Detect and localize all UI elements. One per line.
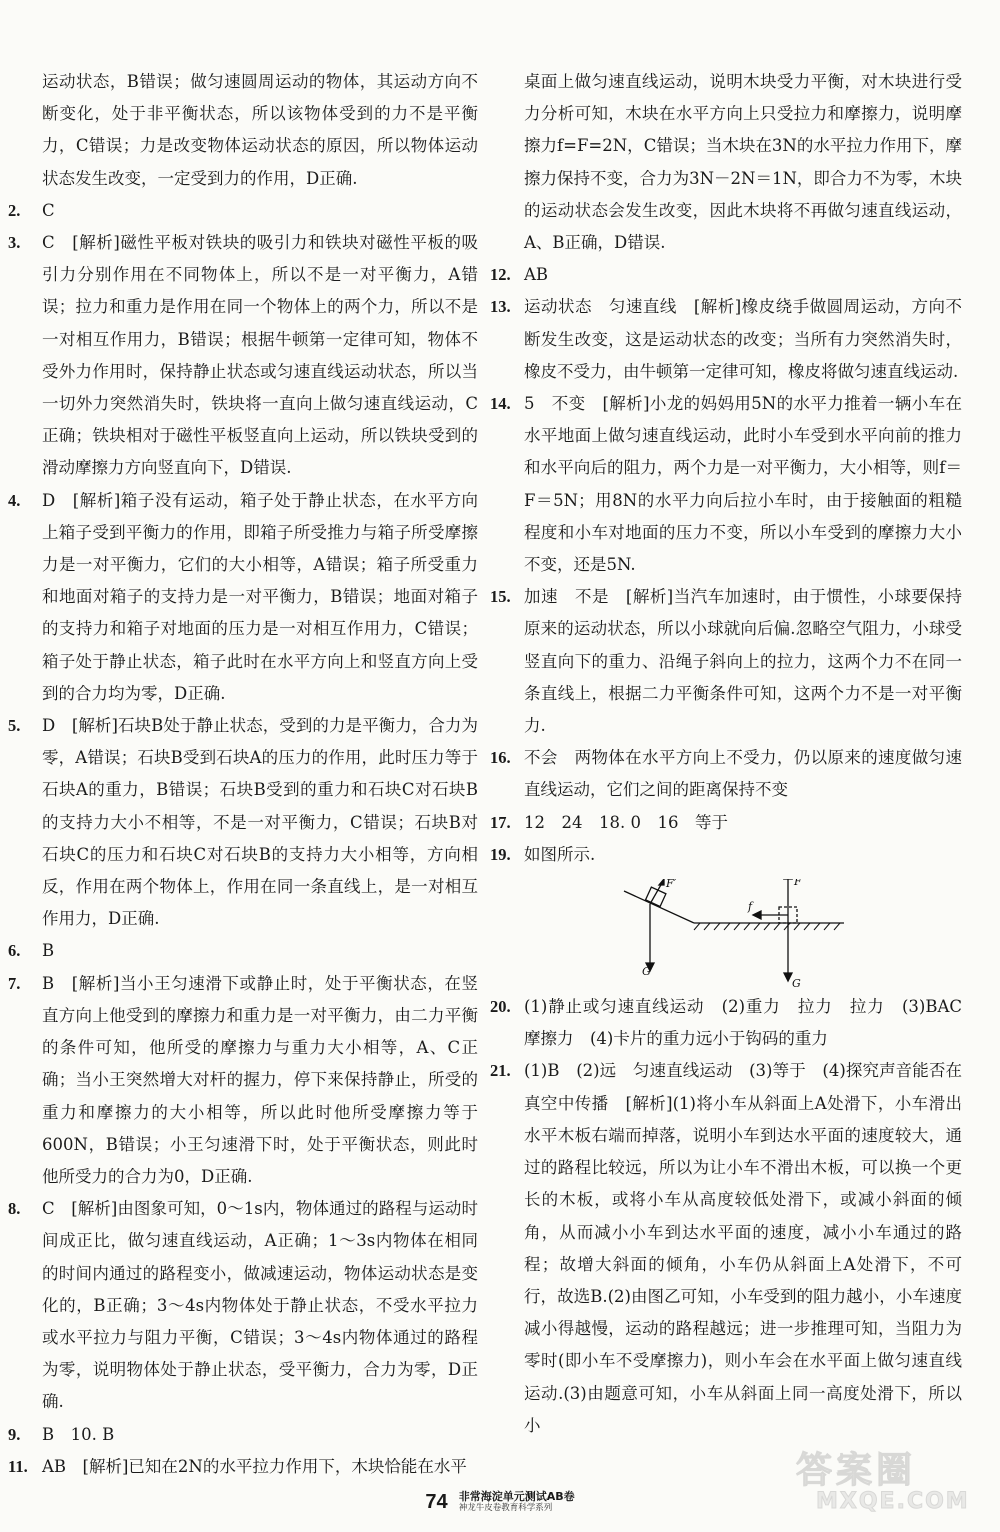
item-number: 4.	[8, 490, 21, 510]
item-number: 19.	[490, 844, 511, 864]
label-f-prime: F′	[666, 879, 677, 891]
answer-item	[490, 388, 962, 581]
item-text: C [解析]由图象可知，0～1s内，物体通过的路程与运动时间成正比，做匀速直线运动，A正确；1～3s内物体在相同的时间内通过的路程变小，做减速运动，物体运动状态是变化的，B正确；3～4s内物体处于静止状态，不受水平拉力或水平拉力与阻力平衡，C错误；3～4s内物体通过的路程为零，说明物体处于静止状态，受平衡力，合力为零，D正确.	[42, 1199, 478, 1412]
item-text: 加速 不是 [解析]当汽车加速时，由于惯性，小球要保持原来的运动状态，所以小球就向后偏.忽略空气阻力，小球受竖直向下的重力、沿绳子斜向上的拉力，这两个力不在同一条直线上，根据二力平衡条件可知，这两个力不是一对平衡力.	[524, 587, 962, 736]
item-number: 14.	[490, 394, 511, 414]
ground-hatch	[694, 923, 840, 930]
watermark-logo	[796, 1442, 986, 1522]
item-number: 13.	[490, 297, 511, 317]
item-number: 3.	[8, 233, 21, 253]
answer-item	[490, 839, 962, 871]
item-text: AB [解析]已知在2N的水平拉力作用下，木块恰能在水平	[42, 1456, 467, 1476]
answer-item	[8, 195, 478, 227]
answer-item	[8, 1451, 478, 1483]
label-g-ground: G	[792, 977, 801, 990]
right-intro-paragraph	[490, 66, 962, 259]
item-text: D [解析]箱子没有运动，箱子处于静止状态，在水平方向上箱子受到平衡力的作用，即箱子所受推力与箱子所受摩擦力是一对平衡力，它们的大小相等，A错误；箱子所受重力和地面对箱子的支持力是一对平衡力，B错误；地面对箱子的支持力和箱子对地面的压力是一对相互作用力，C错误；箱子处于静止状态，箱子此时在水平方向上和竖直方向上受到的合力均为零，D正确.	[42, 490, 478, 703]
item-number: 2.	[8, 200, 21, 220]
item-number: 6.	[8, 941, 21, 961]
incline-surface	[624, 891, 694, 923]
page-number: 74	[425, 1490, 448, 1513]
item-text: B 10. B	[42, 1424, 115, 1444]
item-text: 运动状态 匀速直线 [解析]橡皮绕手做圆周运动，方向不断发生改变，这是运动状态的改变；当所有力突然消失时，橡皮不受力，由牛顿第一定律可知，橡皮将做匀速直线运动.	[524, 297, 962, 381]
force-arrows	[646, 879, 792, 981]
book-brand	[459, 1490, 575, 1514]
item-text: B	[42, 941, 55, 961]
item-text: AB	[524, 265, 549, 285]
item-number: 11.	[8, 1456, 28, 1476]
answer-item	[490, 1055, 962, 1441]
book-title: 非常海淀单元测试AB卷	[458, 1490, 575, 1503]
item-text: D [解析]石块B处于静止状态，受到的力是平衡力，合力为零，A错误；石块B受到石块A的压力的作用，此时压力等于石块A的重力，B错误；石块B受到的重力和石块C对石块B的支持力大小不相等，不是一对平衡力，C错误；石块B对石块C的压力和石块C对石块B的支持力大小相等，方向相反，作用在两个物体上，作用在同一条直线上，是一对相互作用力，D正确.	[42, 716, 478, 929]
answer-item	[8, 1193, 478, 1418]
item-text: C	[42, 200, 55, 220]
item-text: B [解析]当小王匀速滑下或静止时，处于平衡状态，在竖直方向上他受到的摩擦力和重力是一对平衡力，由二力平衡的条件可知，他所受的摩擦力与重力大小相等，A、C正确；当小王突然增大对杆的握力，停下来保持静止，所受的重力和摩擦力的大小相等，所以此时他所受摩擦力等于600N，B错误；小王匀速滑下时，处于平衡状态，则此时他所受力的合力为0，D正确.	[42, 973, 478, 1186]
answer-item	[490, 991, 979, 1055]
block-on-incline	[646, 887, 666, 906]
item-number: 20.	[490, 997, 511, 1017]
item-text: C [解析]磁性平板对铁块的吸引力和铁块对磁性平板的吸引力分别作用在不同物体上，所以不是一对平衡力，A错误；拉力和重力是作用在同一个物体上的两个力，所以不是一对相互作用力，B错误；根据牛顿第一定律可知，物体不受外力作用时，保持静止状态或匀速直线运动状态，所以当一切外力突然消失时，铁块将一直向上做匀速直线运动，C正确；铁块相对于磁性平板竖直向上运动，所以铁块受到的滑动摩擦力方向竖直向下，D错误.	[42, 233, 478, 478]
item-number: 21.	[490, 1061, 511, 1081]
item-number: 5.	[8, 716, 21, 736]
answer-item	[8, 968, 478, 1193]
right-intro-text: 桌面上做匀速直线运动，说明木块受力平衡，对木块进行受力分析可知，木块在水平方向上只受拉力和摩擦力，说明摩擦力f=F=2N，C错误；当木块在3N的水平拉力作用下，摩擦力保持不变，合力为3N－2N＝1N，即合力不为零，木块的运动状态会发生改变，因此木块将不再做匀速直线运动，A、B正确，D错误.	[524, 72, 962, 253]
left-intro-paragraph	[8, 66, 478, 195]
answer-item	[8, 227, 478, 485]
watermark-line1: 答案圈	[796, 1450, 917, 1491]
answer-item	[8, 710, 478, 935]
label-normal-force: F	[794, 879, 802, 889]
support-force-arrowhead	[659, 879, 664, 885]
answer-item	[8, 935, 478, 967]
item-number: 15.	[490, 587, 511, 607]
item-number: 16.	[490, 748, 511, 768]
friction-arrowhead	[753, 911, 761, 919]
item-number: 8.	[8, 1199, 21, 1219]
item-text: 如图所示.	[524, 844, 596, 864]
answer-item	[8, 1419, 478, 1451]
left-intro-text: 运动状态，B错误；做匀速圆周运动的物体，其运动方向不断变化，处于非平衡状态，所以该物体受到的力不是平衡力，C错误；力是改变物体运动状态的原因，所以物体运动状态发生改变，一定受到力的作用，D正确.	[42, 72, 478, 188]
item-number: 9.	[8, 1424, 21, 1444]
force-diagram-svg	[524, 879, 944, 989]
support-force-arrow	[650, 883, 662, 904]
watermark-line2: MXQE.COM	[816, 1489, 970, 1514]
answer-item	[490, 581, 962, 742]
item-text: 5 不变 [解析]小龙的妈妈用5N的水平力推着一辆小车在水平地面上做匀速直线运动，此时小车受到水平向前的推力和水平向后的阻力，两个力是一对平衡力，大小相等，则f＝F＝5N；用8N的水平力向后拉小车时，由于接触面的粗糙程度和小车对地面的压力不变，所以小车受到的摩擦力大小不变，还是5N.	[524, 394, 962, 575]
label-g-incline: G	[642, 965, 651, 979]
label-friction: f	[748, 900, 753, 914]
item-number: 7.	[8, 973, 21, 993]
answer-item	[490, 807, 962, 839]
item-text: (1)静止或匀速直线运动 (2)重力 拉力 拉力 (3)BAC 摩擦力 (4)卡片的重力远小于钩码的重力	[524, 997, 979, 1049]
item-text: 12 24 18. 0 16 等于	[524, 812, 728, 832]
item-text: (1)B (2)远 匀速直线运动 (3)等于 (4)探究声音能否在真空中传播 [解析](1)将小车从斜面上A处滑下，小车滑出水平木板右端而掉落，说明小车到达水平面的速度较大，通过的路程比较远，所以为让小车不滑出木板，可以换一个更长的木板，或将小车从高度较低处滑下，或减小斜面的倾角，从而减小小车到达水平面的速度，减小小车通过的路程；故增大斜面的倾角，小车仍从斜面上A处滑下，不可行，故选B.(2)由图乙可知，小车受到的阻力越小，小车速度减小得越慢，运动的路程越远；进一步推理可知，当阻力为零时(即小车不受摩擦力)，则小车会在水平面上做匀速直线运动.(3)由题意可知，小车从斜面上同一高度处滑下，所以小	[524, 1061, 962, 1435]
item-number: 17.	[490, 812, 511, 832]
book-subtitle: 神龙牛皮卷教育科学系列	[458, 1503, 553, 1513]
answer-item	[490, 259, 962, 291]
gravity-arrowhead-2	[784, 973, 792, 981]
answer-item	[490, 291, 962, 388]
force-diagram	[524, 879, 962, 989]
answer-item	[8, 485, 478, 710]
answer-item	[490, 742, 962, 806]
right-column	[490, 66, 979, 1442]
item-text: 不会 两物体在水平方向上不受力，仍以原来的速度做匀速直线运动，它们之间的距离保持不变	[524, 748, 962, 800]
left-column	[8, 66, 478, 1483]
item-number: 12.	[490, 265, 511, 285]
incline-drawing	[624, 887, 844, 930]
